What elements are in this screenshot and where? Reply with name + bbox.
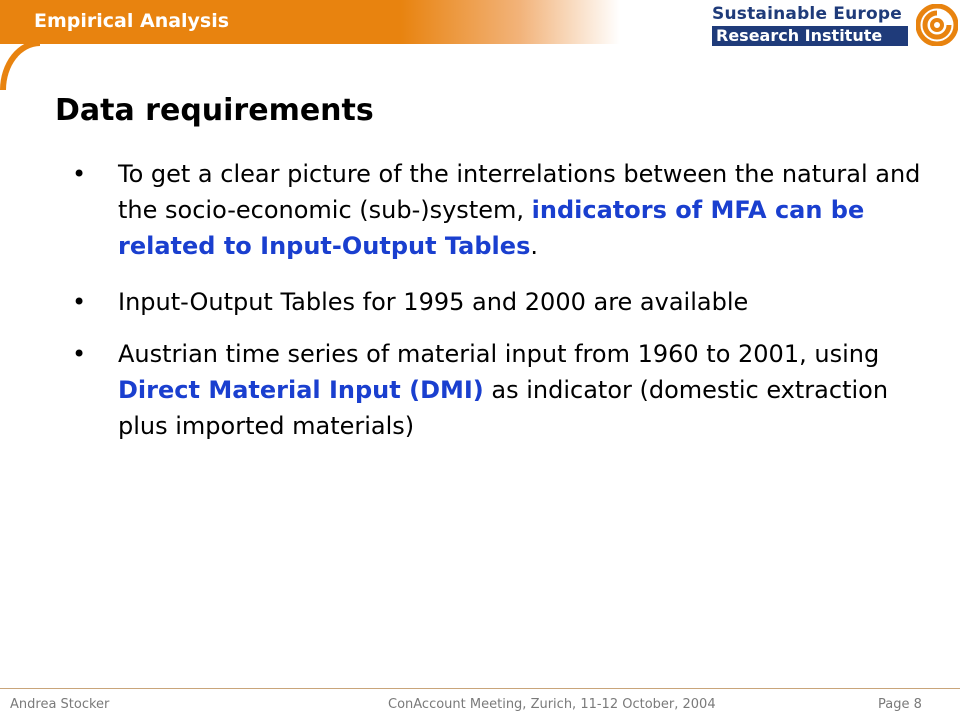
bullet-item <box>72 284 932 320</box>
bullet-text-end: as indicator (domestic extraction plus imported materials) <box>118 376 889 440</box>
bullet-list <box>72 156 932 444</box>
section-label: Empirical Analysis <box>34 10 230 32</box>
footer-page-number: Page 8 <box>878 697 922 712</box>
page-title: Data requirements <box>55 93 374 128</box>
bullet-text: To get a clear picture of the interrelations between the natural and the socio-economic (sub-)system, <box>118 160 921 224</box>
logo-text-line1: Sustainable Europe <box>712 4 902 24</box>
bullet-item <box>72 336 932 444</box>
bullet-marker: • <box>72 160 87 188</box>
header-curve-decoration <box>0 40 40 90</box>
bullet-item <box>72 156 932 264</box>
spiral-logo-icon <box>916 4 958 46</box>
bullet-marker: • <box>72 288 87 316</box>
footer-author: Andrea Stocker <box>10 697 110 712</box>
bullet-text-end: . <box>530 232 538 260</box>
bullet-text: Austrian time series of material input from 1960 to 2001, using <box>118 340 880 368</box>
footer-event: ConAccount Meeting, Zurich, 11-12 October, 2004 <box>388 697 716 712</box>
bullet-marker: • <box>72 340 87 368</box>
bullet-text: Input-Output Tables for 1995 and 2000 are available <box>118 288 749 316</box>
footer-divider <box>0 688 960 689</box>
logo-text-line2: Research Institute <box>712 26 908 46</box>
seri-logo <box>712 4 958 46</box>
bullet-highlight: Direct Material Input (DMI) <box>118 376 484 404</box>
bullet-highlight: indicators of MFA can be related to Input-Output Tables <box>118 196 865 260</box>
